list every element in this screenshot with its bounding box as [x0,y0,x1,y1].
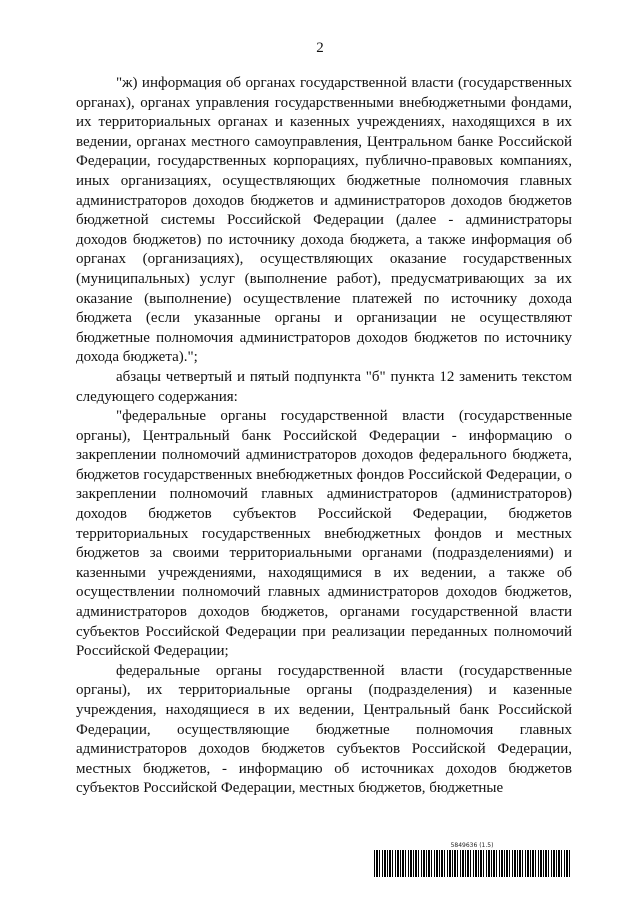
paragraph-federal-bodies-territorial: федеральные органы государственной власти (государственные органы), их территориальные органы (подразделения) и казенные учреждения, находящиеся в их ведении, Центральный банк Российской Федерации, осуществляющие бюджетные полномочия главных администраторов доходов бюджетов субъектов Российской Федерации, местных бюджетов, - информацию об источниках доходов бюджетов субъектов Российской Федерации, местных бюджетов, бюджетные [76,662,572,797]
paragraph-item-zh: "ж) информация об органах государственной власти (государственных органах), органах управления государственными внебюджетными фондами, их территориальных органах и казенных учреждениях, находящихся в их ведении, органах местного самоуправления, Центральном банке Российской Федерации, государственных корпорациях, публично-правовых компаниях, иных организациях, осуществляющих бюджетные полномочия главных администраторов доходов бюджетов и администраторов доходов бюджетов бюджетной системы Российской Федерации (далее - администраторы доходов бюджетов) по источнику дохода бюджета, а также информация об органах (организациях), осуществляющих оказание государственных (муниципальных) услуг (выполнение работ), предусматривающих за их оказание (выполнение) осуществление платежей по источнику дохода бюджета (если указанные органы и организации не осуществляют бюджетные полномочия администраторов доходов бюджетов по источнику дохода бюджета)."; [76,75,572,366]
document-body [76,74,572,799]
paragraph-federal-bodies: "федеральные органы государственной власти (государственные органы), Центральный банк Российской Федерации - информацию о закреплении полномочий администраторов доходов федерального бюджета, бюджетов государственных внебюджетных фондов Российской Федерации, о закреплении полномочий главных администраторов (администраторов) доходов бюджетов субъектов Российской Федерации, бюджетов территориальных государственных внебюджетных фондов и местных бюджетов за своими территориальными органами (подразделениями) и казенными учреждениями, находящимися в их ведении, а также об осуществлении полномочий главных администраторов доходов бюджетов, администраторов доходов бюджетов, органами государственной власти субъектов Российской Федерации при реализации переданных полномочий Российской Федерации; [76,408,572,660]
document-barcode [374,841,570,877]
barcode-label: 5849636 (1.5) [450,842,494,849]
barcode-icon [374,850,570,877]
page-number: 2 [316,40,324,56]
paragraph-amendment-instruction: абзацы четвертый и пятый подпункта "б" пункта 12 заменить текстом следующего содержания: [76,368,572,405]
